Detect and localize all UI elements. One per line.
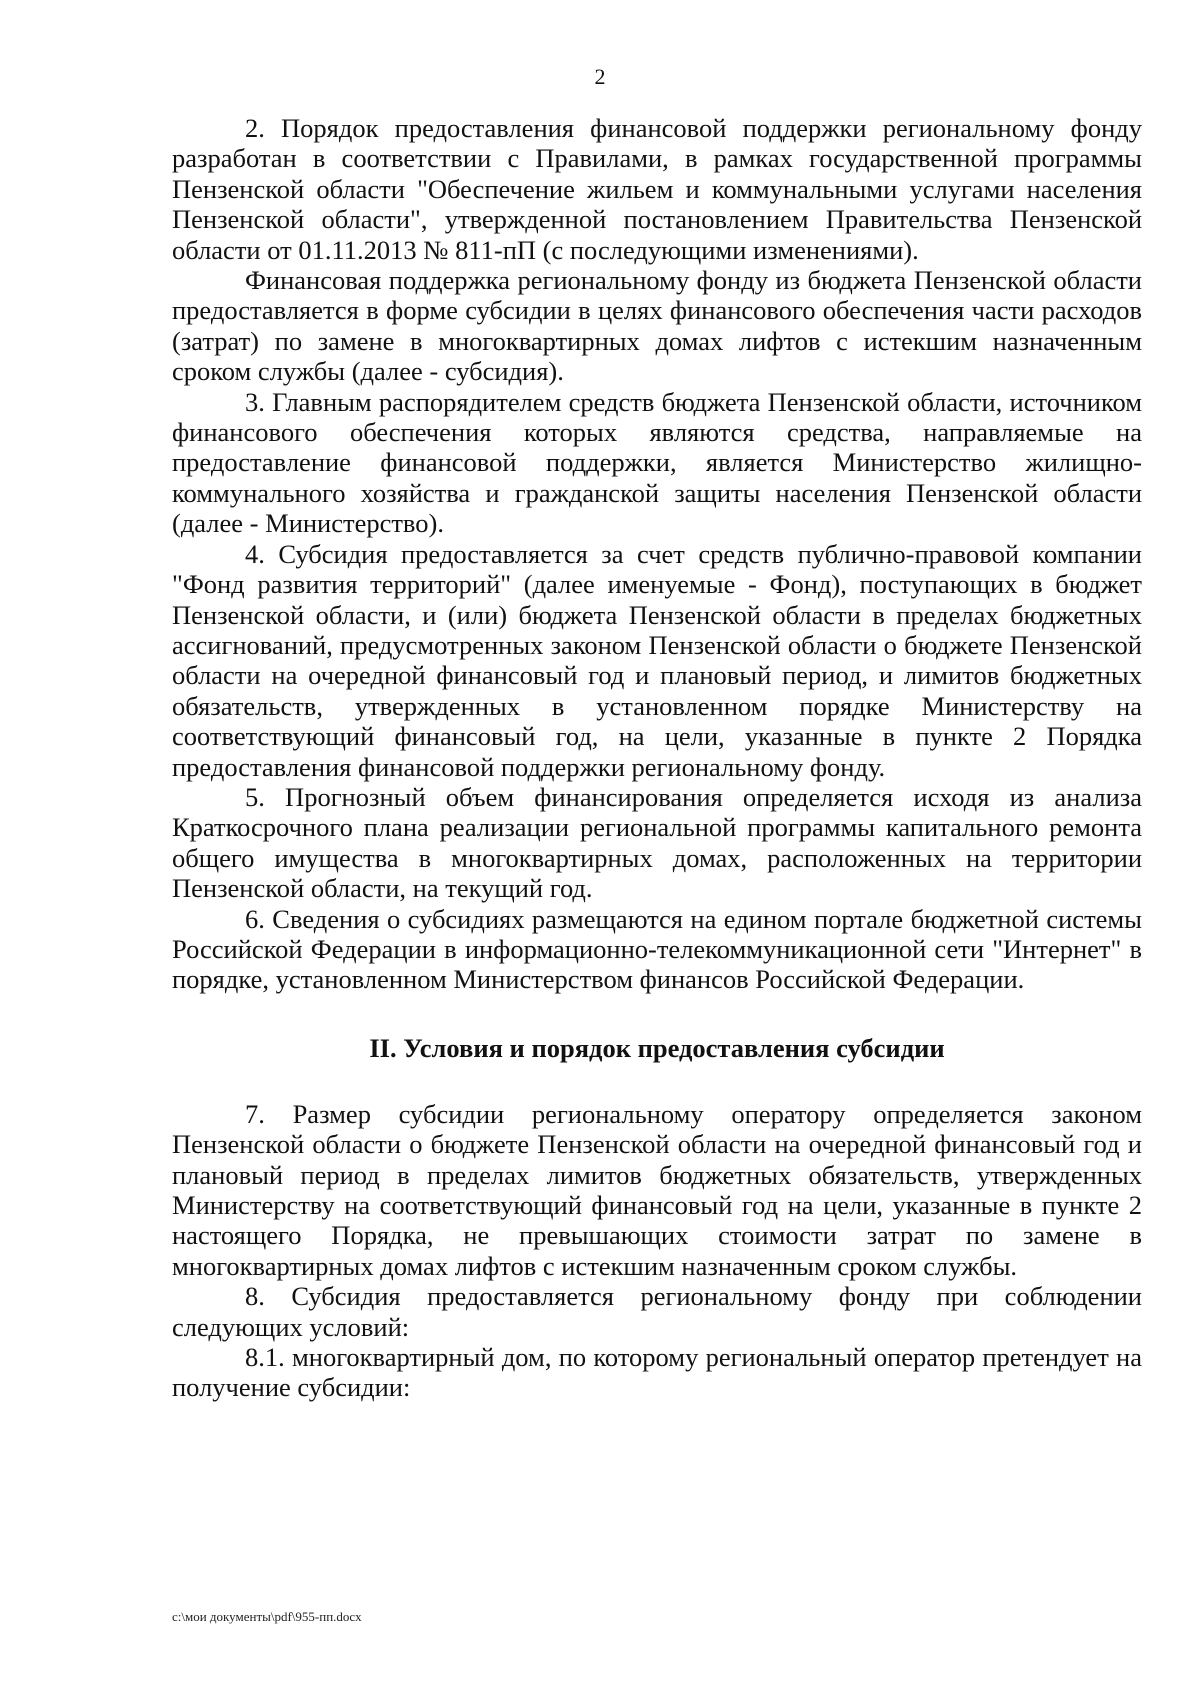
paragraph-3: 3. Главным распорядителем средств бюджета Пензенской области, источником финансового обеспечения которых являются средства, направляемые на предоставление финансовой поддержки, является Министерство жилищно-коммунального хозяйства и гражданской защиты населения Пензенской области (далее - Министерство). (172, 386, 1142, 539)
footer-file-path: c:\мои документы\pdf\955-пп.docx (172, 1609, 362, 1624)
paragraph-8: 8. Субсидия предоставляется региональному фонду при соблюдении следующих условий: (172, 1281, 1142, 1342)
page-number: 2 (594, 64, 606, 89)
document-body (172, 113, 1142, 1403)
paragraph-5: 5. Прогнозный объем финансирования определяется исходя из анализа Краткосрочного плана реализации региональной программы капитального ремонта общего имущества в многоквартирных домах, расположенных на территории Пензенской области, на текущий год. (172, 781, 1142, 904)
section-heading: II. Условия и порядок предоставления субсидии (369, 1032, 945, 1063)
paragraph-8-1: 8.1. многоквартирный дом, по которому региональный оператор претендует на получение субсидии: (172, 1342, 1142, 1403)
paragraph-2: 2. Порядок предоставления финансовой поддержки региональному фонду разработан в соответствии с Правилами, в рамках государственной программы Пензенской области "Обеспечение жильем и коммунальными услугами населения Пензенской области", утвержденной постановлением Правительства Пензенской области от 01.11.2013 № 811-пП (с последующими изменениями). (172, 113, 1142, 265)
paragraph-2-financial-support: Финансовая поддержка региональному фонду из бюджета Пензенской области предоставляется в форме субсидии в целях финансового обеспечения части расходов (затрат) по замене в многоквартирных домах лифтов с истекшим назначенным сроком службы (далее - субсидия). (172, 265, 1142, 387)
paragraph-6: 6. Сведения о субсидиях размещаются на едином портале бюджетной системы Российской Федерации в информационно-телекоммуникационной сети "Интернет" в порядке, установленном Министерством финансов Российской Федерации. (172, 903, 1142, 995)
paragraph-7: 7. Размер субсидии региональному оператору определяется законом Пензенской области о бюджете Пензенской области на очередной финансовый год и плановый период в пределах лимитов бюджетных обязательств, утвержденных Министерству на соответствующий финансовый год на цели, указанные в пункте 2 настоящего Порядка, не превышающих стоимости затрат по замене в многоквартирных домах лифтов с истекшим назначенным сроком службы. (172, 1098, 1142, 1281)
paragraph-4: 4. Субсидия предоставляется за счет средств публично-правовой компании "Фонд развития территорий" (далее именуемые - Фонд), поступающих в бюджет Пензенской области, и (или) бюджета Пензенской области в пределах бюджетных ассигнований, предусмотренных законом Пензенской области о бюджете Пензенской области на очередной финансовый год и плановый период, и лимитов бюджетных обязательств, утвержденных в установленном порядке Министерству на соответствующий финансовый год, на цели, указанные в пункте 2 Порядка предоставления финансовой поддержки региональному фонду. (172, 538, 1142, 782)
